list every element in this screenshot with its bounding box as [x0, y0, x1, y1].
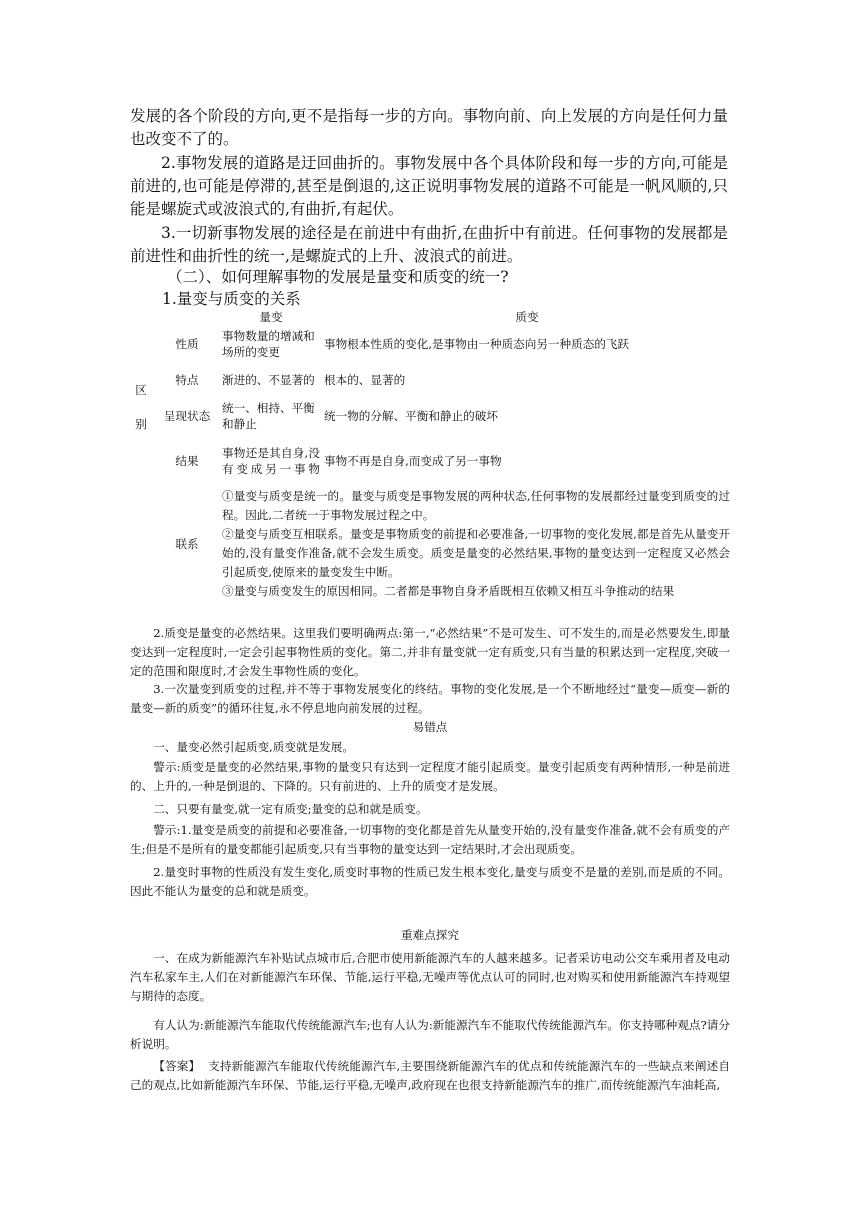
paragraph-1: 发展的各个阶段的方向,更不是指每一步的方向。事物向前、向上发展的方向是任何力量也改变不了的。 [130, 107, 728, 148]
row-left-nature: 事物数量的增减和场所的变更 [222, 329, 315, 359]
error-1: 一、量变必然引起质变,质变就是发展。 [153, 740, 354, 754]
row-right-feature: 根本的、显著的 [324, 373, 406, 387]
qubie-text: 区别 [135, 382, 147, 431]
connection-item-3: ③量变与质变发生的原因相同。二者都是事物自身矛盾既相互依赖又相互斗争推动的结果 [222, 584, 675, 598]
paragraph-s3: 3.一次量变到质变的过程,并不等于事物发展变化的终结。事物的变化发展,是一个不断地经过“量变—质变—新的量变—新的质变”的循环往复,永不停息地向前发展的过程。 [130, 682, 730, 715]
error-2-warning-1: 警示:1.量变是质变的前提和必要准备,一切事物的变化都是首先从量变开始的,没有量变作准备,就不会有质变的产生;但是不是所有的量变都能引起质变,只有当事物的量变达到一定结果时,才会出现质变。 [130, 823, 730, 856]
row-right-result: 事物不再是自身,而变成了另一事物 [324, 453, 502, 468]
table-head-quantitative: 量变 [259, 309, 283, 324]
paragraph-2: 2.事物发展的道路是迂回曲折的。事物发展中各个具体阶段和每一步的方向,可能是前进的,也可能是停滞的,甚至是倒退的,这正说明事物发展的道路不可能是一帆风顺的,只能是螺旋式或波浪式的,有曲折,有起伏。 [130, 154, 728, 218]
row-key-nature: 性质 [175, 337, 199, 351]
paragraph-s2: 2.质变是量变的必然结果。这里我们要明确两点:第一,“必然结果”不是可发生、可不发生的,而是必然要发生,即量变达到一定程度时,一定会引起事物性质的变化。第二,并非有量变就一定有质变,只有当量的积累达到一定程度,突破一定的范围和限度时,才会发生事物性质的变化。 [130, 626, 730, 678]
question-prompt: 有人认为:新能源汽车能取代传统能源汽车;也有人认为:新能源汽车不能取代传统能源汽车。你支持哪种观点?请分析说明。 [130, 1018, 730, 1051]
answer-tag: 【答案】 [153, 1059, 201, 1073]
subheading-relation: 1.量变与质变的关系 [162, 290, 301, 308]
heading-key-difficult: 重难点探究 [401, 928, 459, 942]
table-head-qualitative: 质变 [515, 309, 539, 324]
error-2-warning-2: 2.量变时事物的性质没有发生变化,质变时事物的性质已发生根本变化,量变与质变不是量的差别,而是质的不同。因此不能认为量变的总和就是质变。 [130, 865, 730, 898]
row-key-connection: 联系 [175, 537, 199, 551]
row-left-result: 事物还是其自身,没有变成另一事物 [222, 445, 320, 476]
row-left-feature: 渐进的、不显著的 [222, 373, 315, 387]
connection-item-2: ②量变与质变互相联系。量变是事物质变的前提和必要准备,一切事物的变化发展,都是首先从量变开始的,没有量变作准备,就不会发生质变。质变是量变的必然结果,事物的量变达到一定程度又必然会引起质变,使原来的量变发生中断。 [222, 527, 730, 579]
row-right-state: 统一物的分解、平衡和静止的破坏 [324, 409, 498, 423]
row-left-state: 统一、相持、平衡和静止 [222, 401, 315, 431]
answer-text: 支持新能源汽车能取代传统能源汽车,主要围绕新能源汽车的优点和传统能源汽车的一些缺点来阐述自己的观点,比如新能源汽车环保、节能,运行平稳,无噪声,政府现在也很支持新能源汽车的推广,而传统能源汽车油耗高, [130, 1059, 730, 1092]
row-key-result: 结果 [175, 453, 199, 468]
comparison-table [130, 307, 730, 601]
error-2: 二、只要有量变,就一定有质变;量变的总和就是质变。 [153, 802, 428, 816]
table-label-difference [130, 326, 152, 487]
row-key-feature: 特点 [175, 373, 199, 387]
heading-common-errors: 易错点 [412, 720, 448, 734]
answer-paragraph [130, 1057, 730, 1095]
error-1-warning: 警示:质变是量变的必然结果,事物的量变只有达到一定程度才能引起质变。量变引起质变有两种情形,一种是前进的、上升的,一种是倒退的、下降的。只有前进的、上升的质变才是发展。 [130, 760, 730, 793]
paragraph-3: 3.一切新事物发展的途径是在前进中有曲折,在曲折中有前进。任何事物的发展都是前进性和曲折性的统一,是螺旋式的上升、波浪式的前进。 [130, 224, 728, 265]
row-key-state: 呈现状态 [163, 409, 211, 423]
question-background: 一、在成为新能源汽车补贴试点城市后,合肥市使用新能源汽车的人越来越多。记者采访电动公交车乘用者及电动汽车私家车主,人们在对新能源汽车环保、节能,运行平稳,无噪声等优点认可的同时,也对购买和使用新能源汽车持观望与期待的态度。 [130, 951, 730, 1003]
connection-item-1: ①量变与质变是统一的。量变与质变是事物发展的两种状态,任何事物的发展都经过量变到质变的过程。因此,二者统一于事物发展过程之中。 [222, 489, 730, 522]
row-right-nature: 事物根本性质的变化,是事物由一种质态向另一种质态的飞跃 [324, 337, 630, 351]
section-heading-2: （二）、如何理解事物的发展是量变和质变的统一? [167, 268, 509, 286]
